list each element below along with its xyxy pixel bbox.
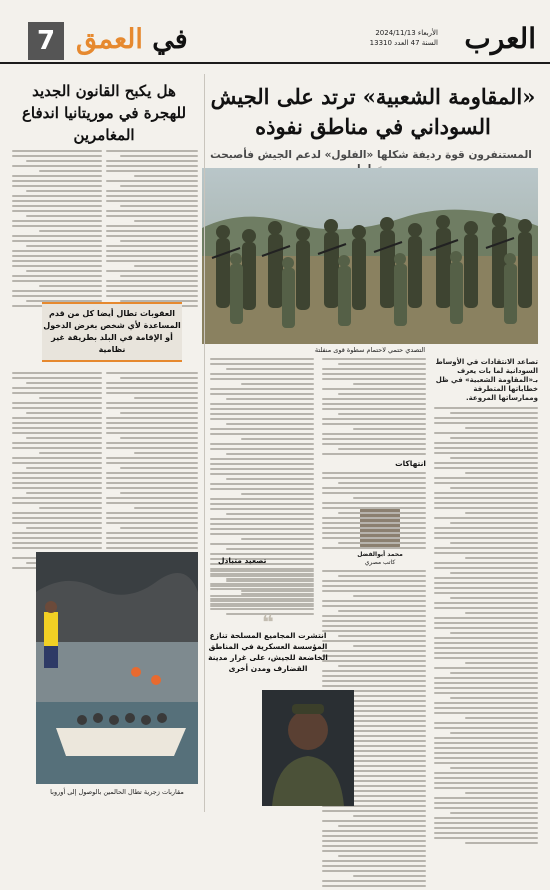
author-name: محمد أبوالفضل xyxy=(357,551,403,558)
issue-number: السنة 47 العدد 13310 xyxy=(369,39,438,47)
main-story-lower xyxy=(210,552,426,569)
section-title xyxy=(76,24,188,55)
migrants-photo-illustration xyxy=(36,552,198,784)
side-highlight-box: العقوبات تطال أيضا كل من قدم المساعدة لأي شخص بغرض الدخول أو الإقامة في البلد بطريقة غير نظامية xyxy=(42,302,182,362)
subhead-escalation: تصعيد متبادل xyxy=(218,556,267,565)
side-headline: هل يكبح القانون الجديد للهجرة في موريتانيا اندفاع المغامرين xyxy=(21,82,187,144)
migrants-photo xyxy=(36,552,198,784)
migrants-photo-caption: مقاربات زجرية تطال الحالمين بالوصول إلى أوروبا xyxy=(50,788,184,796)
side-story-column-4 xyxy=(12,372,102,572)
section-title-part2: العمق xyxy=(76,24,143,55)
page-number: 7 xyxy=(28,22,64,60)
soldier-portrait-illustration xyxy=(262,690,354,806)
side-story-column-1 xyxy=(106,150,198,310)
side-story-column-3 xyxy=(106,372,198,572)
main-photo xyxy=(202,168,538,344)
section-title-part1: في xyxy=(152,24,188,55)
main-story-column-2 xyxy=(322,358,426,552)
main-story-intro: تصاعد الانتقادات في الأوساط السودانية لما بات يعرف بـ«المقاومة الشعبية» في ظل خطاباتها المتطرفة وممارساتها المروعة. xyxy=(435,358,538,402)
main-story-column-1 xyxy=(434,358,538,847)
bottom-portrait-photo xyxy=(262,690,354,806)
author-role: كاتب مصري xyxy=(364,559,396,566)
main-headline: «المقاومة الشعبية» ترتد على الجيش السوداني في مناطق نفوذه xyxy=(210,84,536,139)
pull-quote-text: انتشرت المجاميع المسلحة تنازع المؤسسة العسكرية في المناطق الخاضعة للجيش، على غرار مدينة القضارف ومدن أخرى xyxy=(208,631,328,673)
main-story-column-3b xyxy=(210,570,314,610)
soldiers-photo-illustration xyxy=(202,168,538,344)
pull-quote xyxy=(208,610,328,674)
quote-mark-icon: ❝ xyxy=(262,610,274,634)
side-story-column-2 xyxy=(12,150,102,310)
subhead-violations: انتهاكات xyxy=(395,459,426,468)
masthead xyxy=(0,0,550,64)
main-photo-caption: التصدي حتمي لاحتمام سطوة قوى منفلتة xyxy=(314,346,426,354)
issue-info xyxy=(370,28,438,48)
main-subheadline: المستنفرون قوة رديفة شكلها «الفلول» لدعم الجيش فأصبحت xyxy=(210,149,532,161)
issue-date: الأربعاء 2024/11/13 xyxy=(375,29,438,37)
column-divider xyxy=(204,74,205,812)
newspaper-logo: العرب xyxy=(464,22,536,55)
